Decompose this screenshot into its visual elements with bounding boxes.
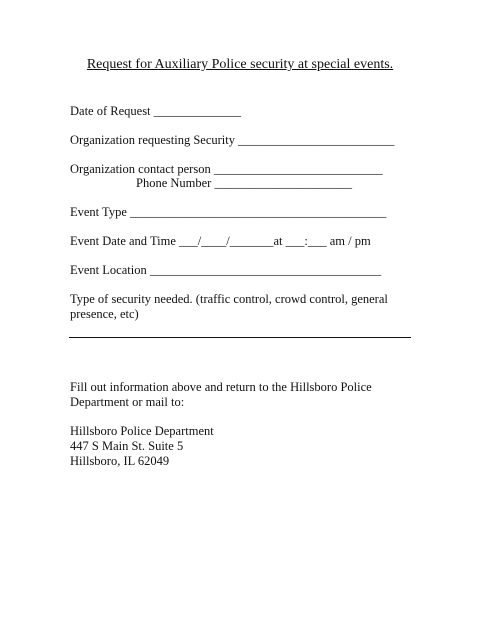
address-name: Hillsboro Police Department bbox=[70, 424, 214, 438]
date-of-request-field[interactable]: Date of Request ______________ bbox=[70, 104, 242, 118]
event-type-field[interactable]: Event Type _________________________________________ bbox=[70, 205, 387, 219]
organization-requesting-field[interactable]: Organization requesting Security _________________________ bbox=[70, 133, 395, 147]
form-title: Request for Auxiliary Police security at special events. bbox=[86, 57, 394, 72]
event-location-field[interactable]: Event Location _____________________________________ bbox=[70, 263, 382, 277]
event-date-time-field[interactable]: Event Date and Time ___/____/_______at ___:___ am / pm bbox=[70, 234, 371, 248]
phone-number-field[interactable]: Phone Number ______________________ bbox=[136, 176, 352, 190]
return-instructions: Fill out information above and return to the Hillsboro Police Department or mail to: bbox=[70, 380, 372, 409]
organization-contact-field[interactable]: Organization contact person ___________________________ bbox=[70, 162, 383, 176]
address-street: 447 S Main St. Suite 5 bbox=[70, 439, 184, 453]
answer-line bbox=[69, 337, 411, 338]
address-city: Hillsboro, IL 62049 bbox=[70, 454, 170, 468]
security-type-field[interactable]: Type of security needed. (traffic control, crowd control, general presence, etc) bbox=[70, 292, 388, 321]
